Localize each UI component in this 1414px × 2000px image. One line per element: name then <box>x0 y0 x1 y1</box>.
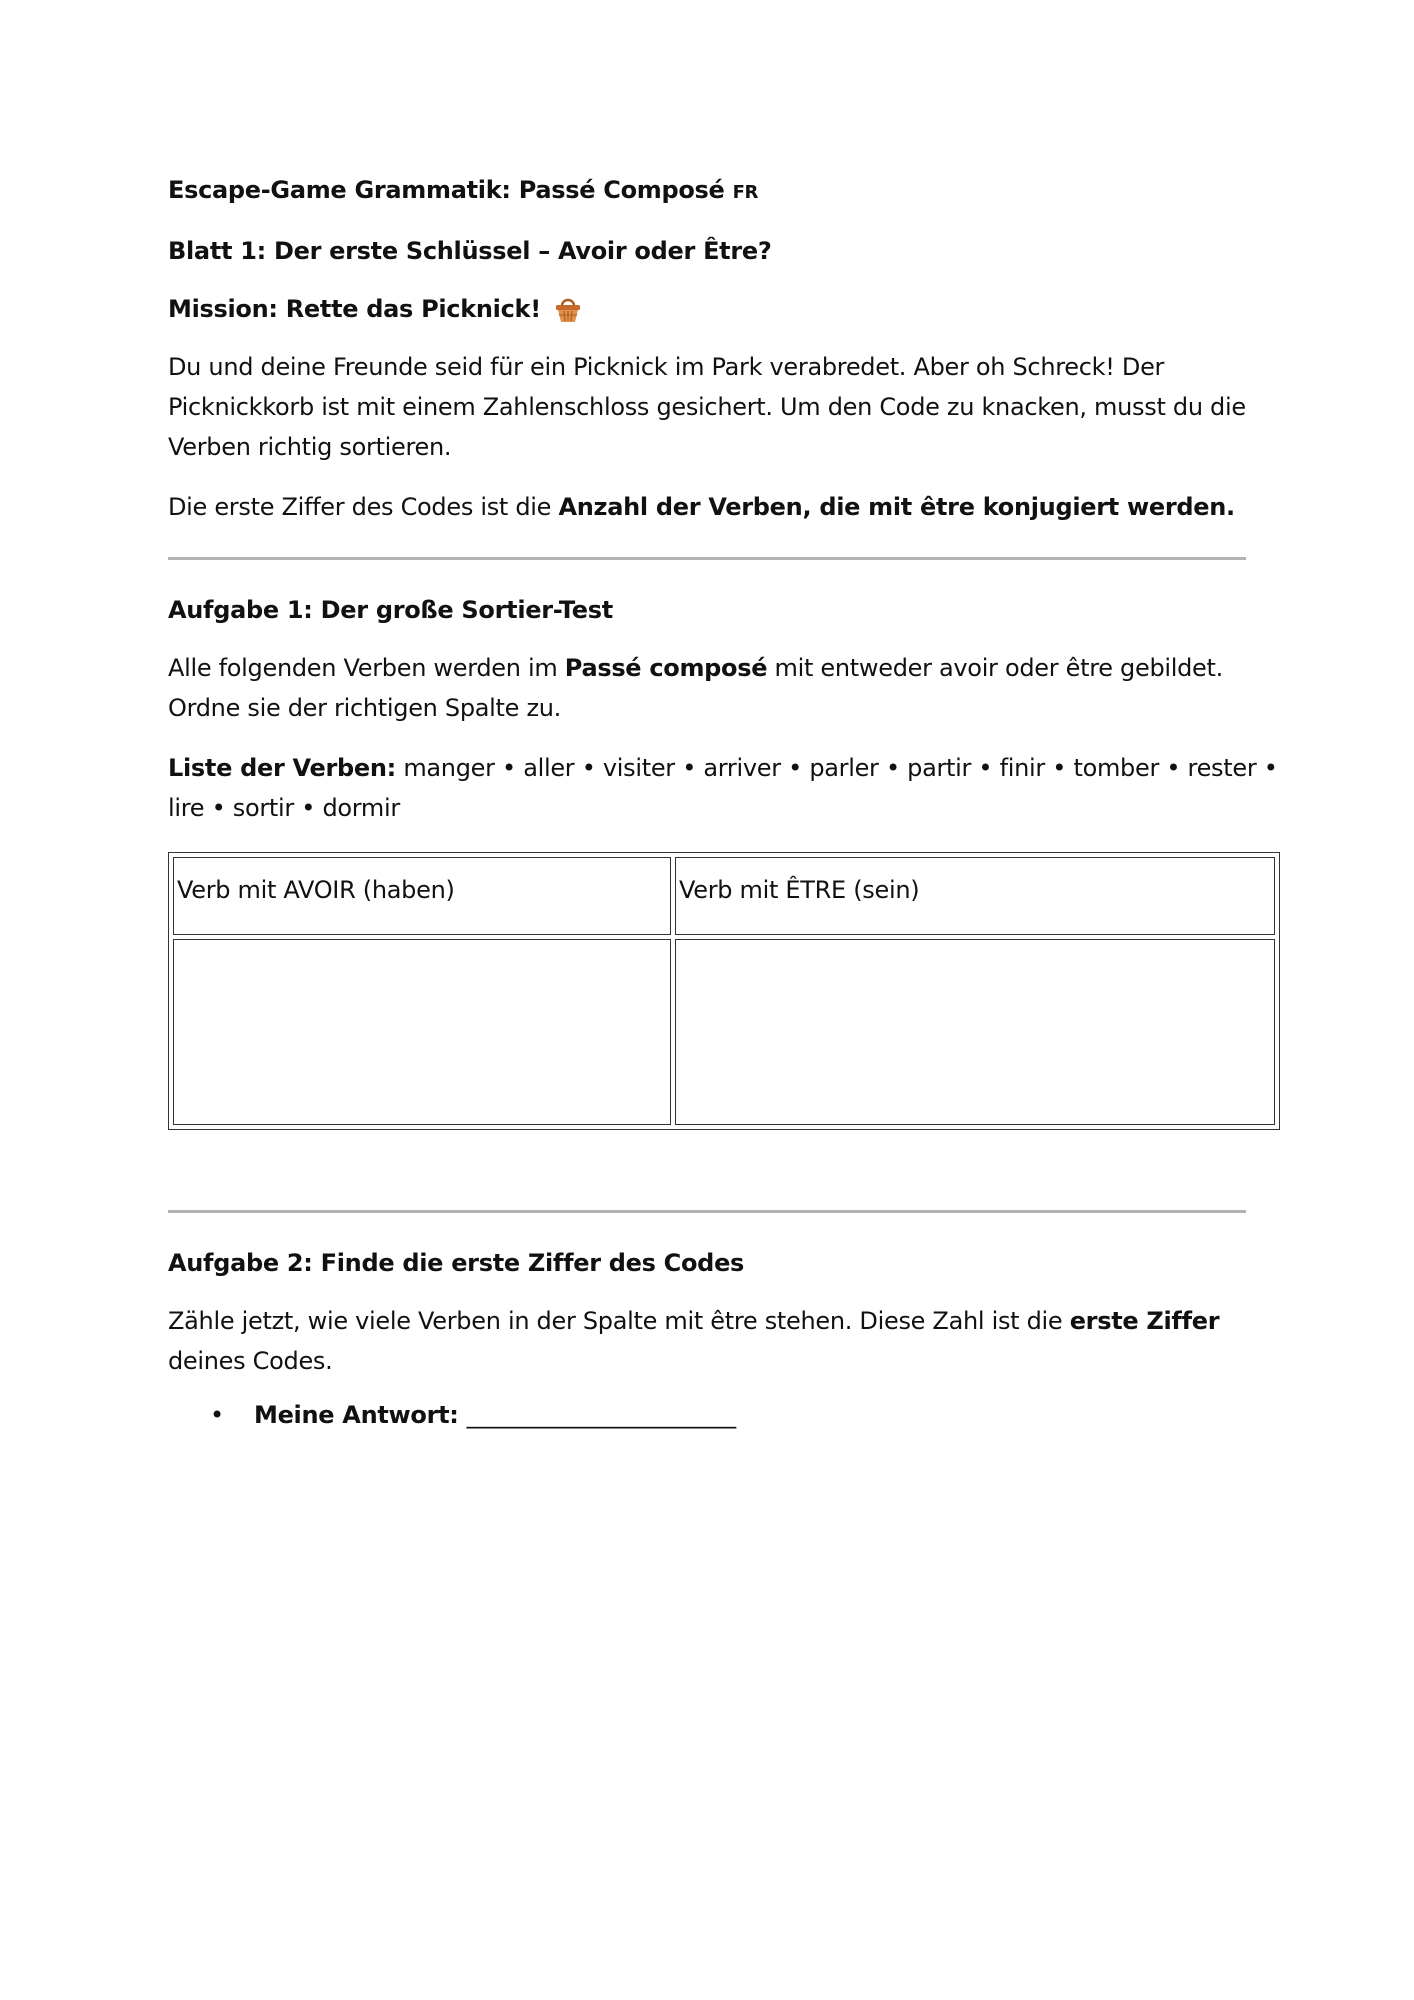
verb-list <box>168 748 1278 828</box>
intro-paragraph: Du und deine Freunde seid für ein Picknick im Park verabredet. Aber oh Schreck! Der Picknickkorb ist mit einem Zahlenschloss gesichert. Um den Code zu knacken, musst du die Verben richtig sortieren. <box>168 353 1246 461</box>
etre-answer-cell[interactable] <box>675 939 1275 1125</box>
document-content <box>168 170 1278 1435</box>
mission-heading <box>168 289 1278 329</box>
task2-heading: Aufgabe 2: Finde die erste Ziffer des Codes <box>168 1249 745 1277</box>
basket-icon <box>553 294 583 324</box>
language-tag: FR <box>732 182 759 203</box>
answer-blank[interactable]: _______________________ <box>466 1401 736 1429</box>
task1-heading: Aufgabe 1: Der große Sortier-Test <box>168 596 613 624</box>
task1-instructions: Alle folgenden Verben werden im Passé composé mit entweder avoir oder être gebildet. Ordne sie der richtigen Spalte zu. <box>168 654 1223 722</box>
etre-column-header: Verb mit ÊTRE (sein) <box>675 857 1275 935</box>
answer-item <box>210 1395 1278 1435</box>
table-header-row <box>173 857 1275 935</box>
bullet: • <box>210 1401 224 1429</box>
verb-list-label: Liste der Verben: <box>168 754 396 782</box>
sorting-table <box>168 852 1280 1130</box>
section-divider-1 <box>168 557 1246 560</box>
avoir-answer-cell[interactable] <box>173 939 671 1125</box>
task2-instructions: Zähle jetzt, wie viele Verben in der Spalte mit être stehen. Diese Zahl ist die erste Ziffer deines Codes. <box>168 1307 1220 1375</box>
answer-list <box>168 1395 1278 1435</box>
mission-text: Mission: Rette das Picknick! <box>168 295 541 323</box>
verb-list-items: manger • aller • visiter • arriver • parler • partir • finir • tomber • rester • lire • sortir • dormir <box>168 754 1278 822</box>
section-divider-2 <box>168 1210 1246 1213</box>
code-hint-paragraph: Die erste Ziffer des Codes ist die Anzahl der Verben, die mit être konjugiert werden. <box>168 493 1235 521</box>
document-title: Escape-Game Grammatik: Passé Composé FR <box>168 176 759 204</box>
table-answer-row <box>173 939 1275 1125</box>
code-hint-bold: Anzahl der Verben, die mit être konjugiert werden. <box>558 493 1235 521</box>
sheet-subtitle: Blatt 1: Der erste Schlüssel – Avoir oder Être? <box>168 237 772 265</box>
answer-label: Meine Antwort: <box>254 1401 459 1429</box>
avoir-column-header: Verb mit AVOIR (haben) <box>173 857 671 935</box>
